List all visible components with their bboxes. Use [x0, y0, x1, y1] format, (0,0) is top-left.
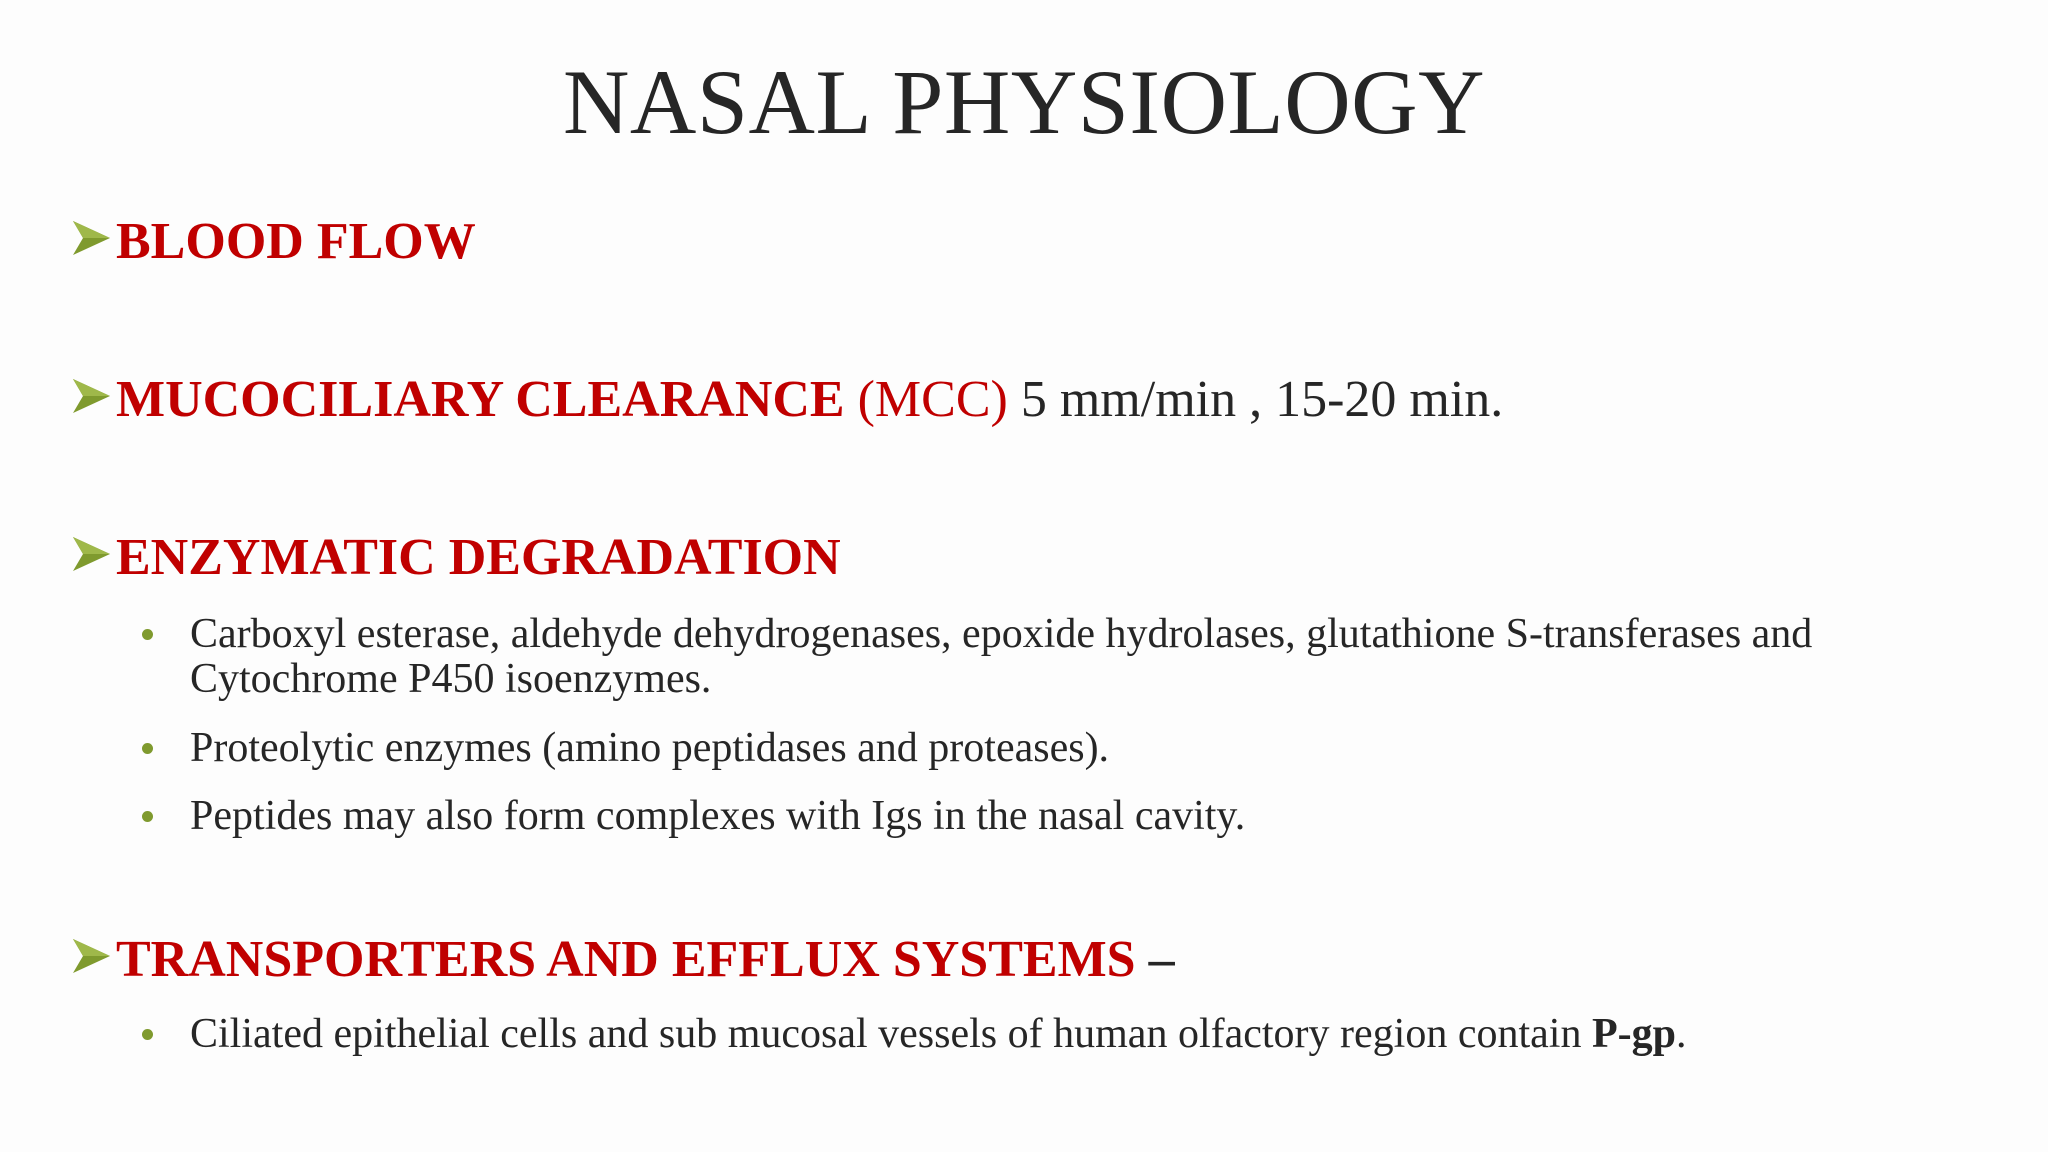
bullet-text: Proteolytic enzymes (amino peptidases and proteases).: [190, 725, 1110, 771]
section-dash: –: [1135, 931, 1175, 988]
bullet-item: [190, 1012, 1970, 1057]
section-heading: MUCOCILIARY CLEARANCE: [116, 371, 845, 428]
bullet-text: Ciliated epithelial cells and sub mucosal vessels of human olfactory region contain: [190, 1011, 1592, 1057]
bullet-item: [190, 794, 1970, 839]
section-mucociliary-clearance: [70, 370, 1503, 430]
bullet-dot-icon: [142, 1029, 153, 1040]
section-transporters-efflux: [70, 930, 1175, 990]
section-detail: 5 mm/min , 15-20 min.: [1007, 371, 1504, 428]
section-blood-flow: [70, 212, 476, 272]
section-abbreviation: (MCC): [844, 371, 1008, 428]
arrow-bullet-icon: [70, 216, 114, 260]
arrow-bullet-icon: [70, 934, 114, 978]
bullet-dot-icon: [142, 743, 153, 754]
section-heading: BLOOD FLOW: [116, 213, 476, 270]
bullet-text: Peptides may also form complexes with Igs in the nasal cavity.: [190, 793, 1246, 839]
bullet-item: [190, 612, 1970, 702]
bullet-dot-icon: [142, 629, 153, 640]
bullet-end: .: [1675, 1011, 1687, 1057]
section-enzymatic-degradation: [70, 528, 841, 588]
section-heading: ENZYMATIC DEGRADATION: [116, 529, 841, 586]
section-heading: TRANSPORTERS AND EFFLUX SYSTEMS: [116, 931, 1136, 988]
arrow-bullet-icon: [70, 532, 114, 576]
bullet-bold-term: P-gp: [1591, 1011, 1676, 1057]
bullet-item: [190, 726, 1970, 771]
bullet-dot-icon: [142, 811, 153, 822]
bullet-text: Carboxyl esterase, aldehyde dehydrogenases, epoxide hydrolases, glutathione S-transferases and Cytochrome P450 isoenzymes.: [190, 611, 1813, 702]
arrow-bullet-icon: [70, 374, 114, 418]
slide-title: NASAL PHYSIOLOGY: [562, 51, 1486, 153]
